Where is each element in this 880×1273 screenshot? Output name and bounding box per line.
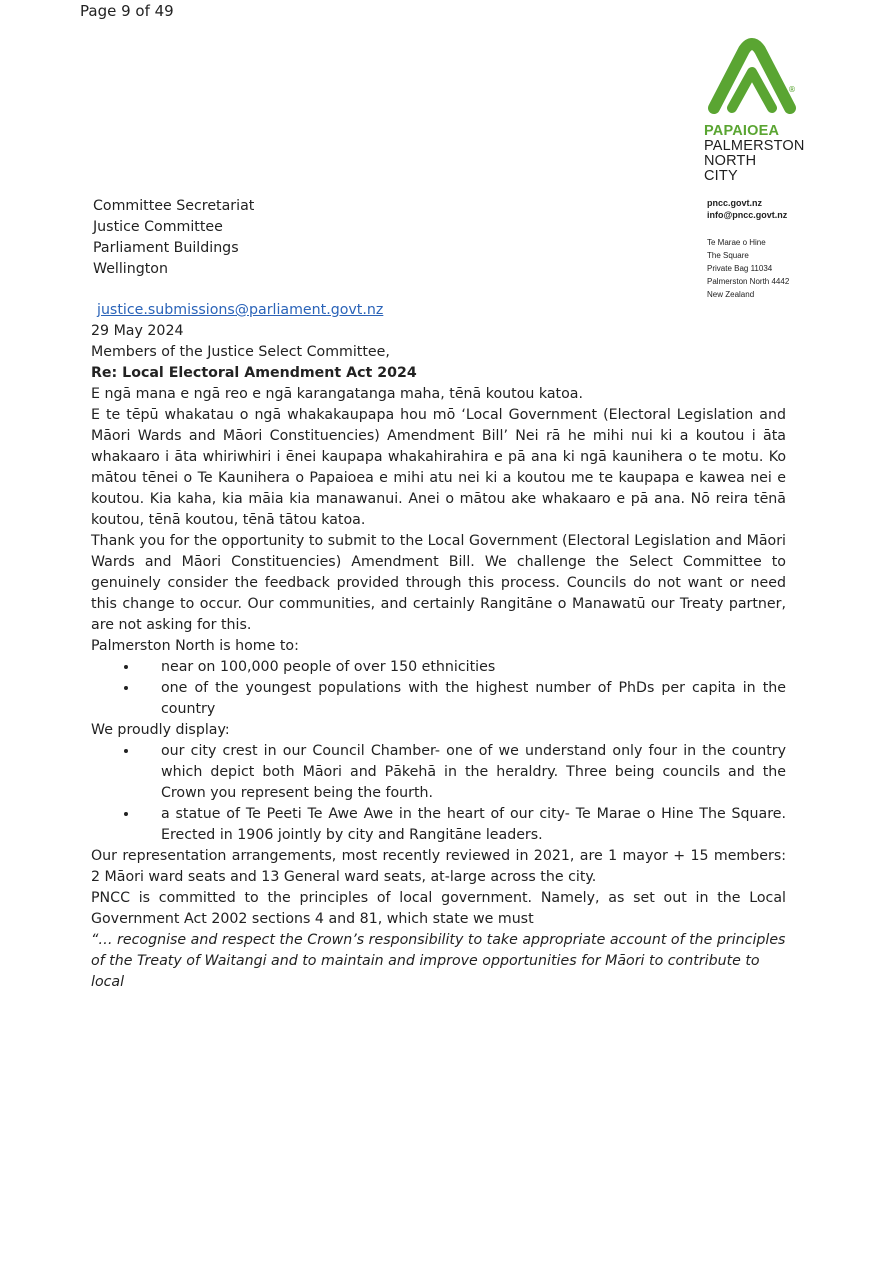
address-line: Te Marae o Hine bbox=[707, 238, 766, 247]
list-item: • near on 100,000 people of over 150 ethnicities bbox=[139, 657, 786, 678]
greeting: E ngā mana e ngā reo e ngā karangatanga maha, tēnā koutou katoa. bbox=[91, 386, 583, 402]
logo-line: NORTH bbox=[704, 153, 757, 169]
paragraph-maori: E te tēpū whakatau o ngā whakakaupapa hou mō ‘Local Government (Electoral Legislation and Māori Wards and Māori Constituencies) Amendment Bill’ Nei rā he mihi nui ki a koutou i āta whakaaro i āta whiriwhiri i ēnei kaupapa whakahirahira e pā ana ki ngā kaunihera o te motu. Ko mātou tēnei o Te Kaunihera o Papaioea e mihi atu nei ki a koutou me te kaupapa e kawea nei e koutou. Kia kaha, kia māia kia manawanui. Anei o mātou ake whakaaro e pā ana. Nō reira tēnā koutou, tēnā koutou, tēnā tātou katoa. bbox=[91, 407, 786, 528]
list-item: • one of the youngest populations with the highest number of PhDs per capita in the country bbox=[139, 678, 786, 720]
recipient-line: Parliament Buildings bbox=[93, 240, 239, 256]
address-line: New Zealand bbox=[707, 290, 755, 299]
list-item: • a statue of Te Peeti Te Awe Awe in the heart of our city- Te Marae o Hine The Square. Erected in 1906 jointly by city and Rangitāne leaders. bbox=[139, 804, 786, 846]
subject-line: Re: Local Electoral Amendment Act 2024 bbox=[91, 365, 417, 381]
display-intro: We proudly display: bbox=[91, 722, 230, 738]
contact-website: pncc.govt.nz bbox=[707, 198, 763, 208]
recipient-line: Committee Secretariat bbox=[93, 198, 255, 214]
page-number: Page 9 of 49 bbox=[80, 2, 174, 20]
address-line: The Square bbox=[707, 251, 749, 260]
logo-line: PALMERSTON bbox=[704, 138, 805, 154]
letter-date: 29 May 2024 bbox=[91, 323, 184, 339]
address-line: Private Bag 11034 bbox=[707, 264, 773, 273]
salutation: Members of the Justice Select Committee, bbox=[91, 344, 390, 360]
home-list bbox=[91, 657, 786, 720]
pncc-logo bbox=[704, 36, 824, 184]
home-intro: Palmerston North is home to: bbox=[91, 638, 299, 654]
display-list bbox=[91, 741, 786, 846]
address-line: Palmerston North 4442 bbox=[707, 277, 790, 286]
logo-line: CITY bbox=[704, 168, 738, 184]
recipient-email-link[interactable]: justice.submissions@parliament.govt.nz bbox=[97, 302, 384, 318]
paragraph-thanks: Thank you for the opportunity to submit to the Local Government (Electoral Legislation and Māori Wards and Māori Constituencies) Amendment Bill. We challenge the Select Committee to genuinely consider the feedback provided through this process. Councils do not want or need this change to occur. Our communities, and certainly Rangitāne o Manawatū our Treaty partner, are not asking for this. bbox=[91, 533, 786, 633]
paragraph-principles: PNCC is committed to the principles of local government. Namely, as set out in the Local Government Act 2002 sections 4 and 81, which state we must bbox=[91, 890, 786, 927]
recipient-line: Wellington bbox=[93, 261, 168, 277]
recipient-address bbox=[93, 196, 786, 280]
list-item: • our city crest in our Council Chamber- one of we understand only four in the country which depict both Māori and Pākehā in the heraldry. Three being councils and the Crown you represent being the fourth. bbox=[139, 741, 786, 804]
registered-mark: ® bbox=[788, 85, 796, 94]
logo-brand: PAPAIOEA bbox=[704, 123, 780, 139]
quote-text: “… recognise and respect the Crown’s responsibility to take appropriate account of the principles of the Treaty of Waitangi and to maintain and improve opportunities for Māori to contribute to local bbox=[91, 932, 786, 990]
letter-body bbox=[91, 196, 786, 993]
paragraph-representation: Our representation arrangements, most recently reviewed in 2021, are 1 mayor + 15 members: 2 Māori ward seats and 13 General ward seats, at-large across the city. bbox=[91, 848, 786, 885]
contact-email: info@pncc.govt.nz bbox=[707, 210, 788, 220]
recipient-line: Justice Committee bbox=[93, 219, 223, 235]
pncc-chevron-logo-icon bbox=[704, 36, 800, 120]
